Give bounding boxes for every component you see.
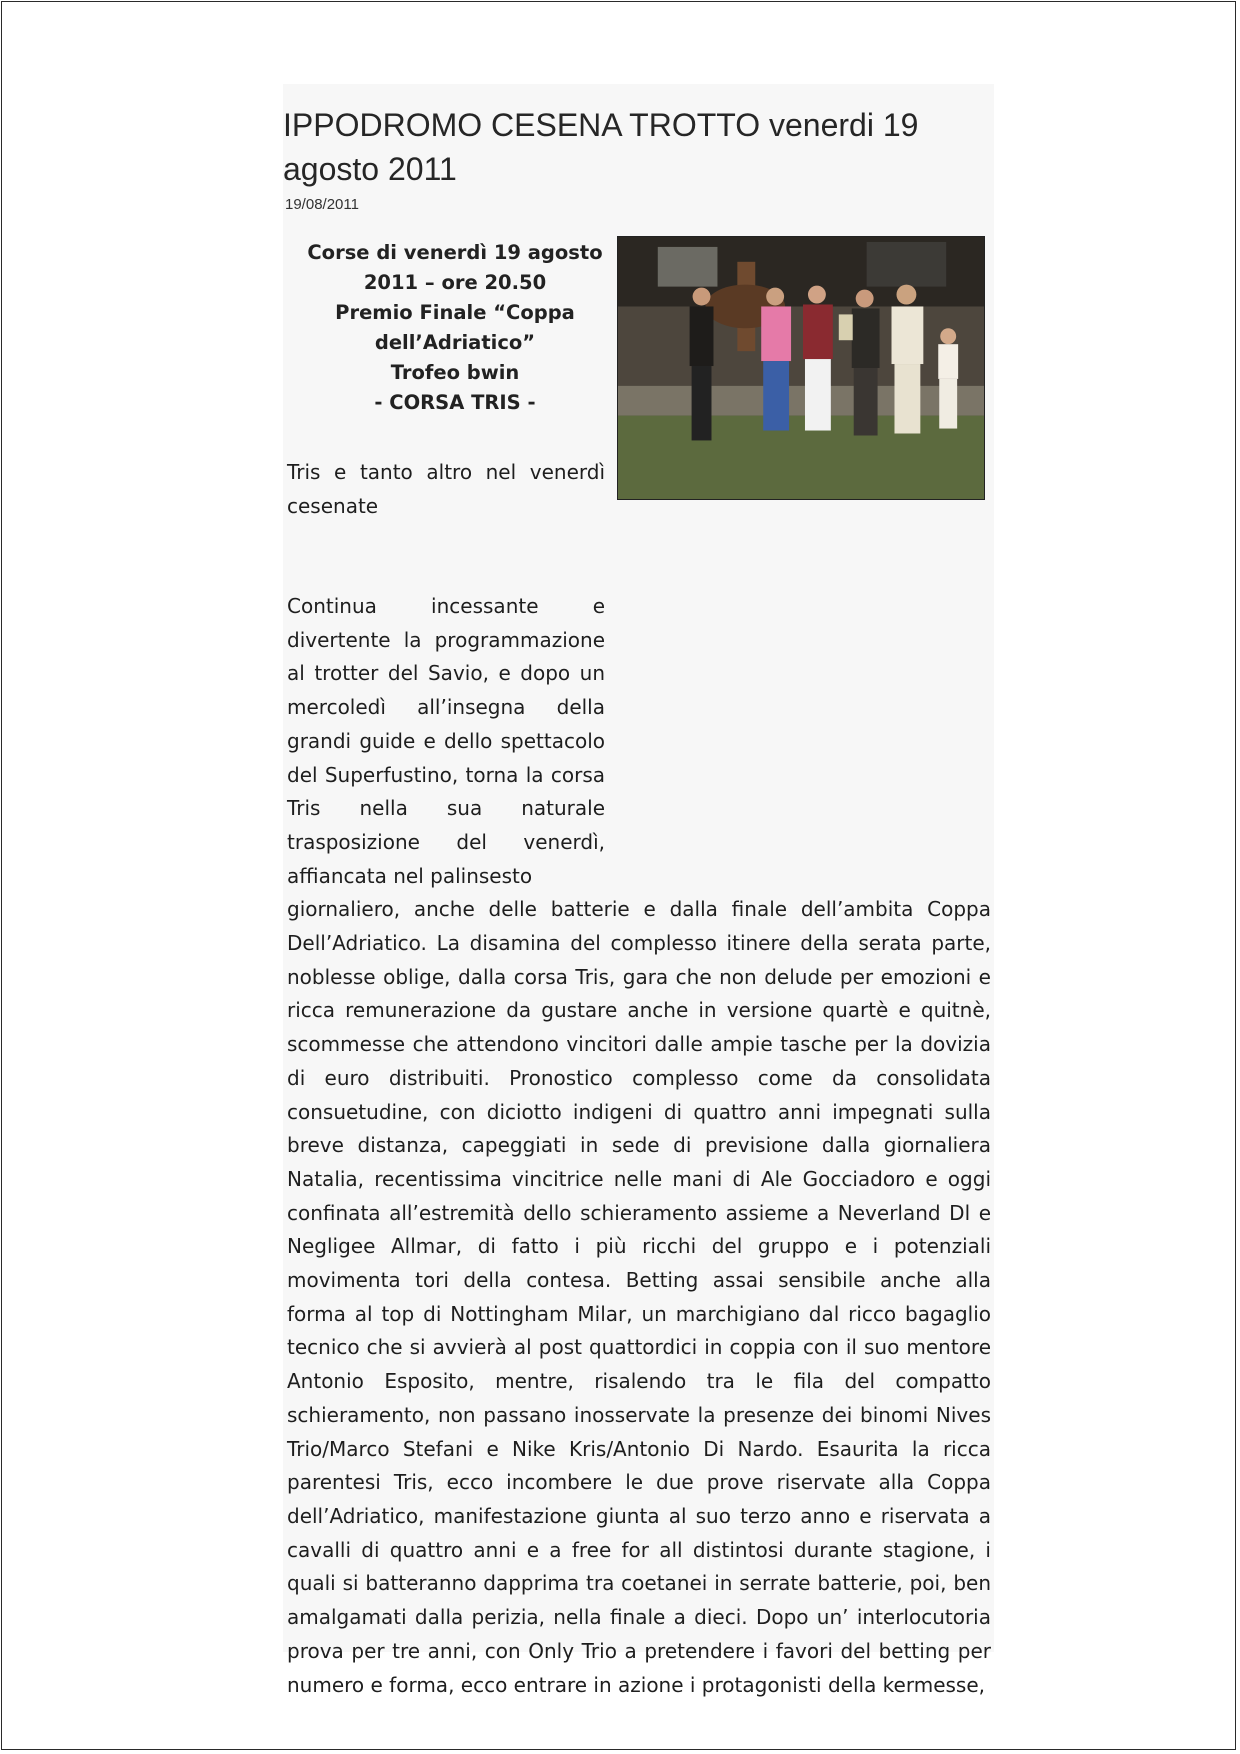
- article-title: IPPODROMO CESENA TROTTO venerdi 19 agosto 2011: [283, 107, 919, 187]
- event-line: dell’Adriatico”: [374, 331, 536, 354]
- event-line: Premio Finale “Coppa: [335, 301, 575, 324]
- event-line: Trofeo bwin: [390, 361, 520, 384]
- event-line: 2011 – ore 20.50: [363, 271, 547, 294]
- event-line: Corse di venerdì 19 agosto: [307, 241, 603, 264]
- body-paragraph-intro: Continua incessante e divertente la programmazione al trotter del Savio, e dopo un mercoledì all’insegna della grandi guide e dello spettacolo del Superfustino, torna la corsa Tris nella sua naturale trasposizione del venerdì, affiancata nel palinsesto: [287, 594, 605, 888]
- photo-illustration: [618, 237, 984, 499]
- article-date: 19/08/2011: [285, 196, 359, 213]
- body-paragraph-main: giornaliero, anche delle batterie e dalla finale dell’ambita Coppa Dell’Adriatico. La disamina del complesso itinere della serata parte, noblesse oblige, dalla corsa Tris, gara che non delude per emozioni e ricca remunerazione da gustare anche in versione quartè e quitnè, scommesse che attendono vincitori dalle ampie tasche per la dovizia di euro distribuiti. Pronostico complesso come da consolidata consuetudine, con diciotto indigeni di quattro anni impegnati sulla breve distanza, capeggiati in sede di previsione dalla giornaliera Natalia, recentissima vincitrice nelle mani di Ale Gocciadoro e oggi confinata all’estremità dello schieramento assieme a Neverland Dl e Negligee Allmar, di fatto i più ricchi del gruppo e i potenziali movimenta tori della contesa. Betting assai sensibile anche alla forma al top di Nottingham Milar, un marchigiano dal ricco bagaglio tecnico che si avvierà al post quattordici in coppia con il suo mentore Antonio Esposito, mentre, risalendo tra le fila del compatto schieramento, non passano inosservate la presenze dei binomi Nives Trio/Marco Stefani e Nike Kris/Antonio Di Nardo. Esaurita la ricca parentesi Tris, ecco incombere le due prove riservate alla Coppa dell’Adriatico, manifestazione giunta al suo terzo anno e riservata a cavalli di quattro anni e a free for all distintosi durante stagione, i quali si batteranno dapprima tra coetanei in serrate batterie, poi, ben amalgamati dalla perizia, nella finale a dieci. Dopo un’ interlocutoria prova per tre anni, con Only Trio a pretendere i favori del betting per numero e forma, ecco entrare in azione i protagonisti della kermesse,: [287, 897, 991, 1697]
- award-ceremony-photo: [617, 236, 985, 500]
- article-body: [287, 590, 993, 1702]
- article-subtitle: Tris e tanto altro nel venerdì cesenate: [287, 460, 605, 518]
- event-info: [290, 238, 620, 418]
- event-line: - CORSA TRIS -: [374, 391, 536, 414]
